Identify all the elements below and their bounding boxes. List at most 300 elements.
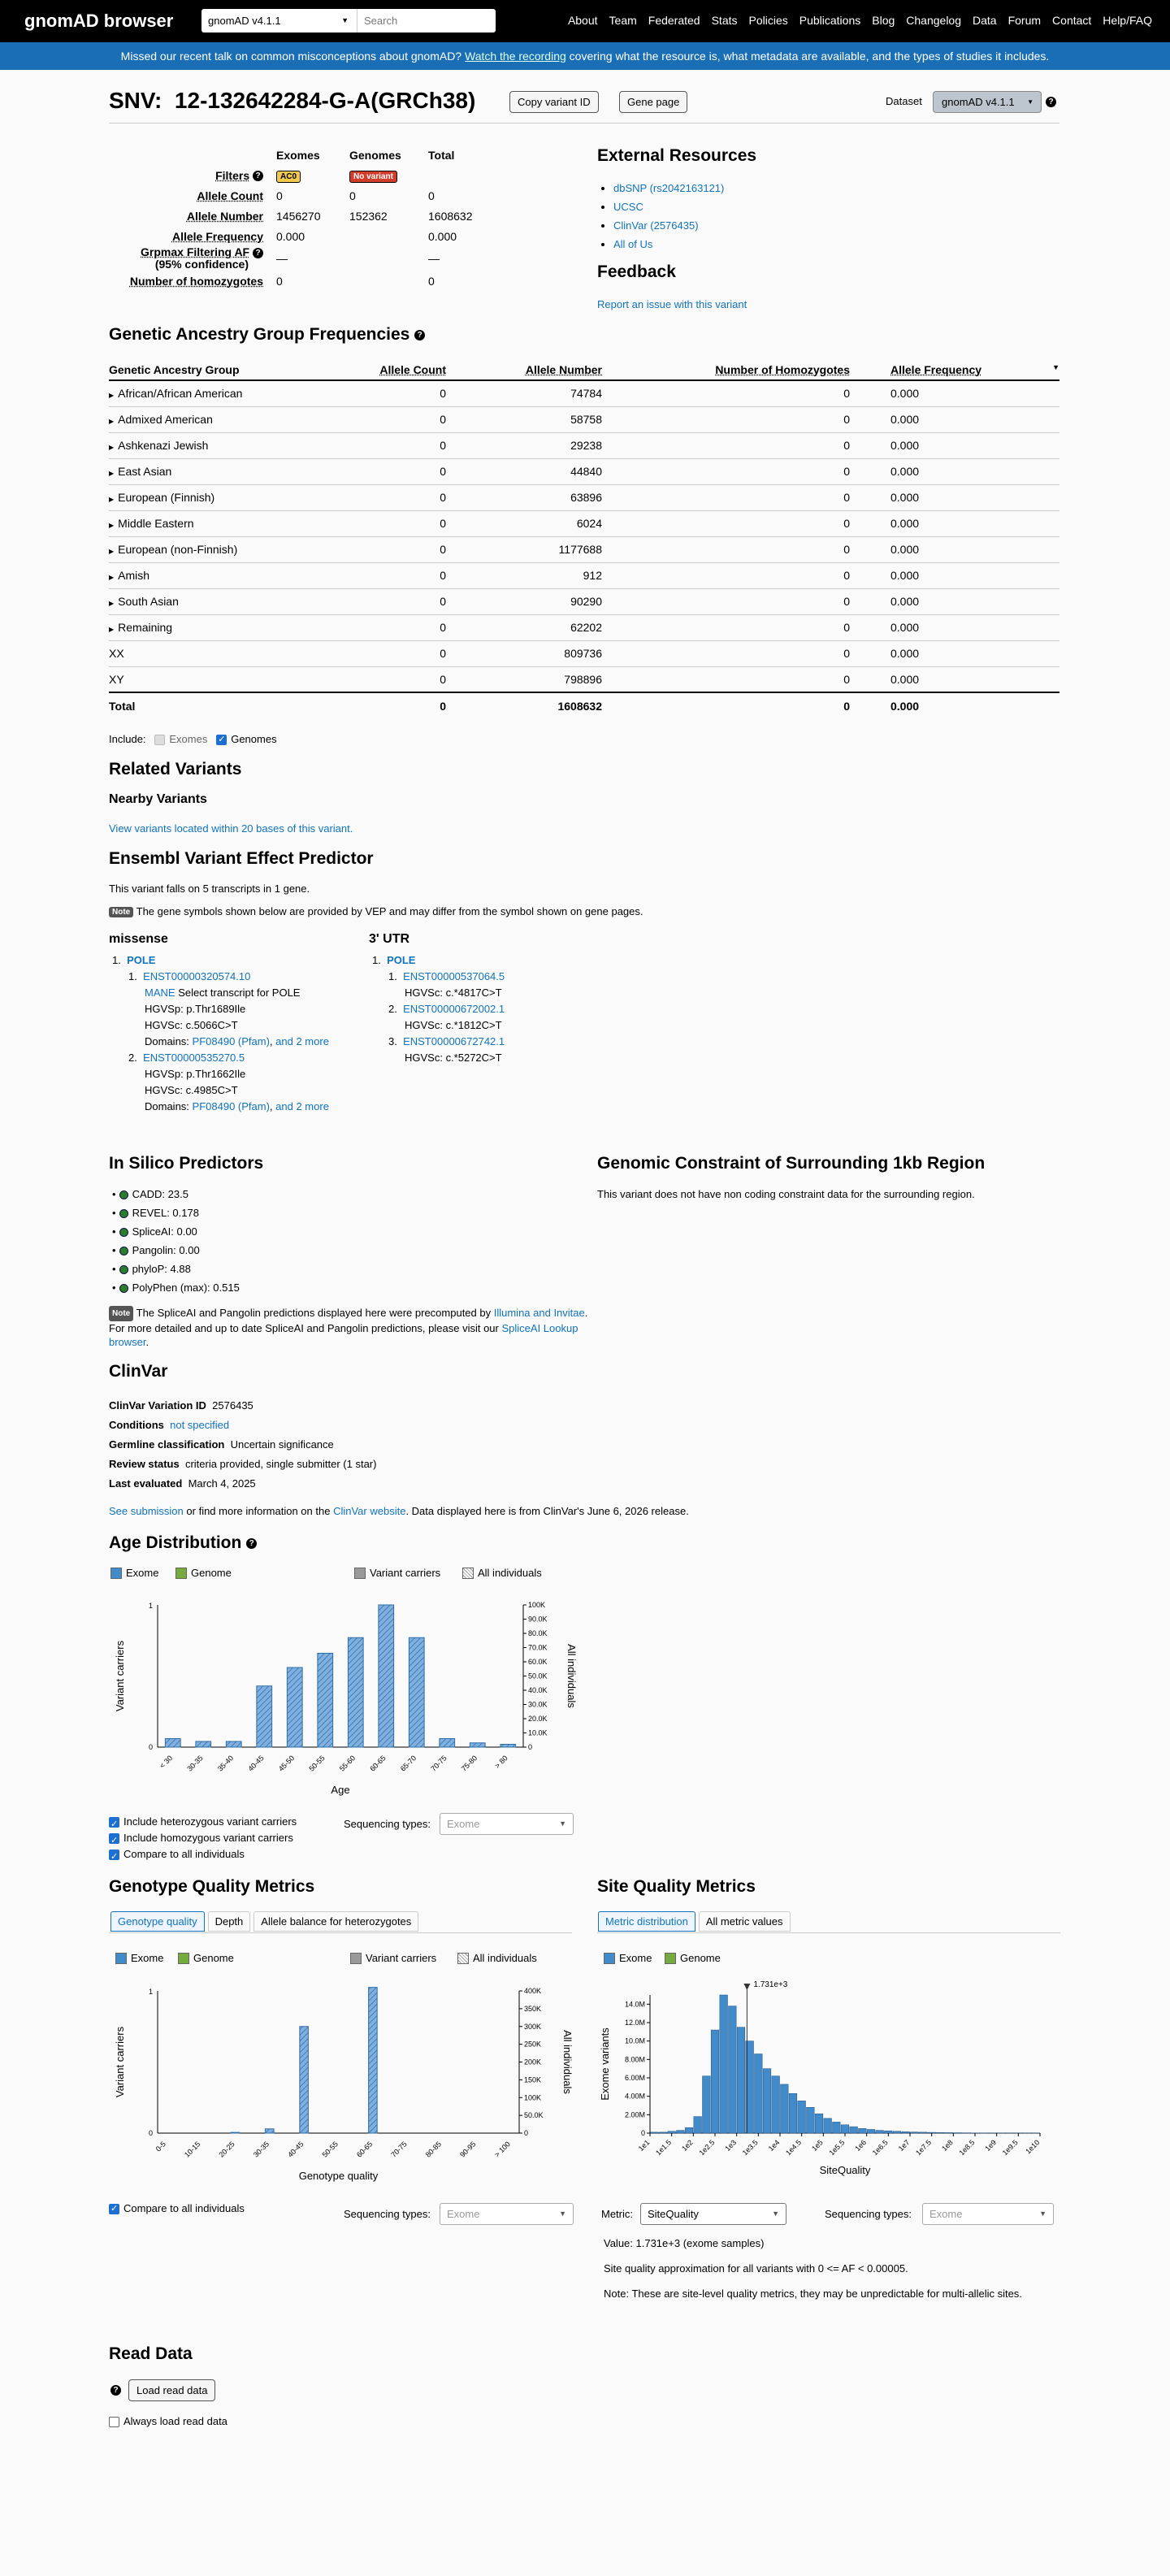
ancestry-row[interactable]: ▶ European (non-Finnish) 0 1177688 0 0.000 bbox=[109, 536, 1060, 562]
insilico-title: In Silico Predictors bbox=[109, 1154, 264, 1173]
gq-title: Genotype Quality Metrics bbox=[109, 1877, 315, 1896]
y-tick: 2.00M bbox=[624, 2110, 645, 2119]
y2-tick: 250K bbox=[524, 2040, 542, 2049]
x-tick: 1e3.5 bbox=[740, 2138, 760, 2158]
x-tick: > 80 bbox=[493, 1754, 509, 1770]
sq-bar bbox=[807, 2107, 815, 2133]
legend-all-individuals: All individuals bbox=[462, 1567, 542, 1579]
nav-help[interactable]: Help/FAQ bbox=[1103, 14, 1152, 27]
y2-tick: 50.0K bbox=[528, 1672, 548, 1680]
x-tick: 30-35 bbox=[251, 2140, 271, 2159]
exomes-checkbox[interactable] bbox=[154, 735, 165, 745]
x-tick: 1e1.5 bbox=[654, 2138, 674, 2158]
x-tick: 20-25 bbox=[217, 2140, 236, 2159]
all-of-us-link[interactable]: All of Us bbox=[613, 238, 653, 250]
nav-about[interactable]: About bbox=[567, 14, 598, 27]
clinvar-title: ClinVar bbox=[109, 1362, 168, 1381]
x-tick: 1e9.5 bbox=[1000, 2138, 1020, 2158]
report-issue-link[interactable]: Report an issue with this variant bbox=[597, 298, 748, 310]
ancestry-row: XY 0 798896 0 0.000 bbox=[109, 666, 1060, 692]
ancestry-row[interactable]: ▶ Middle Eastern 0 6024 0 0.000 bbox=[109, 510, 1060, 536]
x-tick: 1e4.5 bbox=[784, 2138, 804, 2158]
table-row: Number of homozygotes 0 0 bbox=[129, 274, 435, 288]
help-icon[interactable]: ? bbox=[253, 248, 263, 258]
y-tick: 1 bbox=[148, 1988, 153, 1996]
age-bar bbox=[379, 1605, 394, 1747]
legend-exome: Exome bbox=[604, 1952, 652, 1964]
sq-bar bbox=[876, 2131, 884, 2133]
y2-tick: 30.0K bbox=[528, 1700, 548, 1709]
age-bar bbox=[318, 1654, 333, 1748]
x-tick: 40-45 bbox=[286, 2140, 306, 2159]
nav-federated[interactable]: Federated bbox=[648, 14, 700, 27]
x-tick: 1e1 bbox=[636, 2138, 652, 2153]
x-tick: 55-60 bbox=[337, 1754, 358, 1773]
x-tick: 45-50 bbox=[276, 1754, 297, 1773]
gq-bar bbox=[265, 2129, 274, 2133]
ancestry-row[interactable]: ▶ Amish 0 912 0 0.000 bbox=[109, 562, 1060, 588]
x-tick: 50-55 bbox=[320, 2140, 340, 2159]
age-options: ✓Include heterozygous variant carriers ✓Include homozygous variant carriers ✓Compare to all individuals bbox=[109, 1814, 297, 1863]
ancestry-title: Genetic Ancestry Group Frequencies ? bbox=[109, 325, 425, 345]
y2-axis-label: All individuals bbox=[561, 2030, 574, 2094]
phylop-score: phyloP: 4.88 bbox=[132, 1263, 191, 1275]
x-tick: 75-80 bbox=[459, 1754, 479, 1773]
include-row: Include: Exomes ✓ Genomes bbox=[109, 733, 277, 745]
help-icon[interactable]: ? bbox=[110, 2385, 121, 2396]
nav-policies[interactable]: Policies bbox=[748, 14, 788, 27]
exome-filter-badge[interactable]: AC0 bbox=[276, 171, 301, 183]
x-tick: 35-40 bbox=[215, 1754, 236, 1773]
sq-bar bbox=[781, 2084, 789, 2133]
sq-bar bbox=[651, 2132, 659, 2133]
sq-bar bbox=[798, 2101, 806, 2133]
header-divider bbox=[109, 123, 1060, 124]
sq-bar bbox=[720, 1995, 728, 2133]
domain-link[interactable]: PF08490 (Pfam) bbox=[192, 1100, 270, 1112]
site-logo[interactable]: gnomAD browser bbox=[24, 11, 174, 31]
y-tick: 8.00M bbox=[624, 2055, 645, 2064]
ancestry-row[interactable]: ▶ African/African American 0 74784 0 0.000 bbox=[109, 380, 1060, 406]
sq-bar bbox=[867, 2129, 875, 2133]
ucsc-link[interactable]: UCSC bbox=[613, 201, 644, 213]
sq-bar bbox=[850, 2127, 858, 2133]
x-tick: 50-55 bbox=[307, 1754, 327, 1773]
frequency-table bbox=[109, 145, 493, 291]
sq-bar bbox=[729, 2006, 737, 2133]
sq-bar bbox=[755, 2054, 763, 2133]
y2-tick: 0 bbox=[528, 1743, 533, 1751]
feedback-title: Feedback bbox=[597, 262, 676, 281]
insilico-note: Note The SpliceAI and Pangolin predictions displayed here were precomputed by Illumina and Invitae. For more detailed and up to date SpliceAI and Pangolin predictions, please visit our SpliceAI Lookup browser. bbox=[109, 1307, 588, 1349]
sq-bar bbox=[902, 2131, 910, 2133]
ancestry-row[interactable]: ▶ Ashkenazi Jewish 0 29238 0 0.000 bbox=[109, 432, 1060, 458]
gq-bar bbox=[369, 1988, 378, 2133]
age-bar bbox=[226, 1741, 241, 1747]
col-exomes: Exomes bbox=[276, 148, 320, 162]
dataset-label: Dataset bbox=[886, 95, 922, 107]
gq-tabs bbox=[110, 1911, 422, 1932]
x-tick: 1e3 bbox=[723, 2138, 739, 2153]
vep-title: Ensembl Variant Effect Predictor bbox=[109, 849, 374, 868]
y-tick: 0 bbox=[148, 2129, 153, 2137]
y-tick: 10.0M bbox=[624, 2036, 645, 2045]
y2-tick: 40.0K bbox=[528, 1686, 548, 1694]
sq-bar bbox=[859, 2128, 867, 2133]
utr-list: 1. POLE 1. ENST00000537064.5 HGVSc: c.*4817C>T 2. ENST00000672002.1 HGVSc: c.*1812C>T 3. ENST00000672742.1 HGVSc: c.*5272C>T bbox=[372, 954, 505, 1064]
seq-type-label: Sequencing types: bbox=[344, 2208, 431, 2220]
marker-label: 1.731e+3 bbox=[753, 1980, 788, 1989]
y2-tick: 150K bbox=[524, 2075, 542, 2084]
sq-bar bbox=[737, 2027, 745, 2133]
nearby-variants-title: Nearby Variants bbox=[109, 792, 207, 806]
domain-link[interactable]: PF08490 (Pfam) bbox=[192, 1035, 270, 1047]
y-axis-label: Variant carriers bbox=[114, 1640, 126, 1712]
table-row: Allele Frequency 0.000 0.000 bbox=[171, 229, 457, 243]
y2-tick: 100K bbox=[528, 1601, 546, 1609]
col-allele-number[interactable]: Allele Number bbox=[446, 359, 602, 380]
legend-genome: Genome bbox=[665, 1952, 721, 1964]
banner-text-end: covering what the resource is, what metadata are available, and the types of studies it includes. bbox=[569, 50, 1050, 63]
table-row: Allele Count 0 0 0 bbox=[197, 189, 435, 202]
gene-page-button[interactable]: Gene page bbox=[619, 91, 687, 113]
sequencing-type-select[interactable]: Exome ▼ bbox=[922, 2203, 1054, 2225]
load-read-data-button[interactable]: Load read data bbox=[128, 2379, 215, 2401]
sq-bar bbox=[885, 2131, 893, 2133]
age-bar bbox=[500, 1745, 516, 1748]
x-axis-label: Age bbox=[331, 1784, 350, 1796]
tab-genotype-quality[interactable]: Genotype quality bbox=[110, 1911, 205, 1932]
filters-label: Filters bbox=[215, 168, 250, 182]
age-bar bbox=[165, 1739, 180, 1748]
col-group[interactable]: Genetic Ancestry Group bbox=[109, 359, 328, 380]
y2-tick: 50.0K bbox=[524, 2111, 544, 2120]
col-allele-frequency[interactable]: Allele Frequency ▼ bbox=[850, 359, 1060, 380]
sq-bar bbox=[893, 2131, 901, 2133]
age-bar bbox=[287, 1667, 302, 1747]
top-nav-bar bbox=[0, 0, 1170, 42]
metric-select[interactable]: SiteQuality ▼ bbox=[640, 2203, 786, 2225]
y2-tick: 350K bbox=[524, 2004, 542, 2013]
x-tick: 1e6 bbox=[853, 2138, 869, 2153]
tab-depth[interactable]: Depth bbox=[208, 1911, 251, 1932]
age-bar bbox=[348, 1637, 363, 1747]
transcript-link[interactable]: ENST00000535270.5 bbox=[143, 1052, 245, 1064]
age-bar bbox=[409, 1637, 424, 1747]
x-tick: 70-75 bbox=[429, 1754, 448, 1773]
banner-text: Missed our recent talk on common misconceptions about gnomAD? bbox=[120, 50, 462, 63]
col-total: Total bbox=[428, 148, 455, 162]
marker-arrow-icon bbox=[743, 1984, 750, 1990]
col-genomes: Genomes bbox=[349, 148, 401, 162]
y-tick: 12.0M bbox=[624, 2019, 645, 2027]
nav-publications[interactable]: Publications bbox=[799, 14, 861, 27]
age-bar bbox=[470, 1743, 485, 1747]
revel-score: REVEL: 0.178 bbox=[132, 1207, 199, 1219]
x-tick: 30-35 bbox=[185, 1754, 205, 1773]
banner-link[interactable]: Watch the recording bbox=[465, 50, 566, 63]
variant-id: 12-132642284-G-A(GRCh38) bbox=[174, 88, 476, 113]
main-nav bbox=[557, 14, 1152, 27]
page-title: SNV: 12-132642284-G-A(GRCh38) bbox=[109, 88, 476, 113]
nav-contact[interactable]: Contact bbox=[1052, 14, 1092, 27]
x-tick: 60-65 bbox=[354, 2140, 375, 2159]
sq-bar bbox=[815, 2114, 823, 2133]
legend-variant-carriers: Variant carriers bbox=[350, 1952, 436, 1964]
gene-link[interactable]: POLE bbox=[387, 954, 416, 966]
transcript-link[interactable]: ENST00000537064.5 bbox=[403, 970, 505, 982]
illumina-link[interactable]: Illumina and Invitae bbox=[493, 1307, 585, 1319]
dataset-dropdown[interactable]: gnomAD v4.1.1 ▼ bbox=[933, 91, 1042, 113]
ancestry-row[interactable]: ▶ East Asian 0 44840 0 0.000 bbox=[109, 458, 1060, 484]
always-load-checkbox[interactable] bbox=[109, 2417, 119, 2427]
y2-tick: 60.0K bbox=[528, 1658, 548, 1666]
vep-intro: This variant falls on 5 transcripts in 1 gene. bbox=[109, 883, 310, 895]
sq-bar bbox=[911, 2132, 919, 2133]
age-bar bbox=[196, 1741, 211, 1747]
dataset-selector[interactable] bbox=[202, 9, 358, 33]
pangolin-score: Pangolin: 0.00 bbox=[132, 1244, 200, 1256]
metric-value: Value: 1.731e+3 (exome samples) bbox=[604, 2237, 765, 2249]
help-icon[interactable]: ? bbox=[246, 1538, 257, 1549]
help-icon[interactable]: ? bbox=[253, 171, 263, 181]
ancestry-table bbox=[109, 359, 1060, 718]
age-distribution-chart bbox=[109, 1593, 588, 1800]
gene-link[interactable]: POLE bbox=[127, 954, 156, 966]
spliceai-score: SpliceAI: 0.00 bbox=[132, 1225, 197, 1238]
y2-tick: 400K bbox=[524, 1987, 542, 1995]
y-tick: 6.00M bbox=[624, 2074, 645, 2082]
missense-title: missense bbox=[109, 932, 168, 946]
chevron-down-icon: ▼ bbox=[341, 16, 349, 24]
transcript-link[interactable]: ENST00000672742.1 bbox=[403, 1035, 505, 1047]
table-row: Allele Number 1456270 152362 1608632 bbox=[186, 209, 473, 223]
see-submission-link[interactable]: See submission bbox=[109, 1505, 184, 1517]
y2-tick: 80.0K bbox=[528, 1629, 548, 1637]
help-icon[interactable]: ? bbox=[414, 330, 425, 340]
x-tick: 40-45 bbox=[246, 1754, 266, 1773]
tab-all-metric-values[interactable]: All metric values bbox=[699, 1911, 791, 1932]
y2-tick: 10.0K bbox=[528, 1728, 548, 1737]
x-tick: 1e10 bbox=[1024, 2138, 1042, 2156]
sq-tabs bbox=[598, 1911, 794, 1932]
spliceai-lookup-link[interactable]: SpliceAI Lookup browser bbox=[109, 1322, 578, 1349]
x-tick: 1e2 bbox=[680, 2138, 695, 2153]
sq-bar bbox=[824, 2118, 832, 2133]
table-row: Grpmax Filtering AF ? (95% confidence) — — bbox=[141, 245, 440, 271]
genome-filter-badge[interactable]: No variant bbox=[349, 171, 397, 183]
utr-title: 3' UTR bbox=[369, 932, 410, 946]
condition-link[interactable]: not specified bbox=[170, 1419, 230, 1431]
cadd-score: CADD: 23.5 bbox=[132, 1188, 188, 1200]
x-tick: 1e7.5 bbox=[914, 2138, 934, 2158]
clinvar-link[interactable]: ClinVar (2576435) bbox=[613, 219, 699, 232]
nav-data[interactable]: Data bbox=[973, 14, 997, 27]
legend-variant-carriers: Variant carriers bbox=[354, 1567, 440, 1579]
y2-tick: 90.0K bbox=[528, 1615, 548, 1624]
tab-metric-distribution[interactable]: Metric distribution bbox=[598, 1911, 696, 1932]
x-tick: 10-15 bbox=[183, 2140, 202, 2159]
legend-genome: Genome bbox=[176, 1567, 232, 1579]
x-tick: 1e8 bbox=[940, 2138, 955, 2153]
x-tick: 1e5.5 bbox=[827, 2138, 847, 2158]
gq-bar bbox=[300, 2027, 309, 2133]
sequencing-type-select[interactable]: Exome ▼ bbox=[440, 2203, 574, 2225]
sq-bar bbox=[945, 2132, 953, 2133]
tab-divider bbox=[597, 1932, 1060, 1933]
compare-all-checkbox[interactable] bbox=[109, 1850, 119, 1860]
tab-allele-balance[interactable]: Allele balance for heterozygotes bbox=[254, 1911, 418, 1932]
sq-bar bbox=[677, 2131, 685, 2133]
age-bar bbox=[257, 1686, 272, 1747]
sq-bar bbox=[685, 2127, 693, 2133]
genomes-checkbox[interactable] bbox=[216, 735, 227, 745]
legend-exome: Exome bbox=[115, 1952, 163, 1964]
y-tick: 0 bbox=[148, 1743, 153, 1751]
x-axis-label: Genotype quality bbox=[298, 2170, 379, 2182]
col-homozygotes[interactable]: Number of Homozygotes bbox=[602, 359, 850, 380]
help-icon[interactable]: ? bbox=[1046, 97, 1056, 107]
y-axis-label: Variant carriers bbox=[114, 2026, 126, 2098]
insilico-list: • CADD: 23.5 • REVEL: 0.178 • SpliceAI: 0.00 • Pangolin: 0.00 • phyloP: 4.88 • PolyPhen (max): 0.515 bbox=[112, 1188, 240, 1294]
site-quality-chart bbox=[597, 1971, 1060, 2190]
nav-blog[interactable]: Blog bbox=[872, 14, 895, 27]
ancestry-row[interactable]: ▶ South Asian 0 90290 0 0.000 bbox=[109, 588, 1060, 614]
col-allele-count[interactable]: Allele Count bbox=[328, 359, 446, 380]
sq-title: Site Quality Metrics bbox=[597, 1877, 756, 1896]
x-axis-label: SiteQuality bbox=[819, 2164, 871, 2176]
related-variants-title: Related Variants bbox=[109, 760, 242, 778]
dataset-selector-label: gnomAD v4.1.1 bbox=[208, 15, 281, 27]
x-tick: 65-70 bbox=[398, 1754, 418, 1773]
nav-changelog[interactable]: Changelog bbox=[906, 14, 962, 27]
x-tick: 1e7 bbox=[896, 2138, 912, 2153]
nav-forum[interactable]: Forum bbox=[1008, 14, 1042, 27]
copy-variant-id-button[interactable]: Copy variant ID bbox=[509, 91, 599, 113]
sq-bar bbox=[659, 2132, 667, 2133]
x-tick: > 100 bbox=[492, 2140, 512, 2159]
y-tick: 4.00M bbox=[624, 2092, 645, 2101]
sq-bar bbox=[694, 2117, 702, 2133]
hom-carriers-checkbox[interactable] bbox=[109, 1833, 119, 1844]
x-tick: 0-5 bbox=[154, 2140, 168, 2153]
compare-all-checkbox[interactable] bbox=[109, 2204, 119, 2214]
x-tick: 1e4 bbox=[766, 2138, 782, 2153]
ancestry-row[interactable]: ▶ European (Finnish) 0 63896 0 0.000 bbox=[109, 484, 1060, 510]
y2-tick: 300K bbox=[524, 2022, 542, 2031]
age-bar bbox=[440, 1739, 455, 1748]
age-title: Age Distribution ? bbox=[109, 1533, 257, 1553]
mane-link[interactable]: MANE bbox=[145, 987, 176, 999]
seq-type-label: Sequencing types: bbox=[825, 2208, 912, 2220]
external-links-list bbox=[599, 179, 724, 254]
seq-type-label: Sequencing types: bbox=[344, 1818, 431, 1830]
vep-note: Note The gene symbols shown below are provided by VEP and may differ from the symbol shown on gene pages. bbox=[109, 905, 644, 917]
polyphen-score: PolyPhen (max): 0.515 bbox=[132, 1281, 240, 1294]
legend-genome: Genome bbox=[178, 1952, 234, 1964]
y2-tick: 70.0K bbox=[528, 1643, 548, 1652]
sq-bar bbox=[763, 2069, 771, 2133]
y-tick: 1 bbox=[148, 1602, 153, 1610]
constraint-text: This variant does not have non coding constraint data for the surrounding region. bbox=[597, 1188, 975, 1200]
y-tick: 0 bbox=[640, 2129, 645, 2137]
y2-tick: 20.0K bbox=[528, 1715, 548, 1723]
always-load-row: Always load read data bbox=[109, 2415, 228, 2427]
y2-tick: 0 bbox=[524, 2129, 529, 2137]
ancestry-total-row: Total 0 1608632 0 0.000 bbox=[109, 692, 1060, 718]
clinvar-details: ClinVar Variation ID 2576435 Conditions not specified Germline classification Uncertain significance Review status criteria provided, single submitter (1 star) Last evaluated March 4, 2025 bbox=[109, 1399, 377, 1490]
constraint-title: Genomic Constraint of Surrounding 1kb Region bbox=[597, 1154, 986, 1173]
gq-bar bbox=[231, 2132, 240, 2133]
legend-exome: Exome bbox=[110, 1567, 158, 1579]
sequencing-type-select[interactable]: Exome ▼ bbox=[440, 1813, 574, 1835]
x-tick: 1e5 bbox=[810, 2138, 825, 2153]
x-tick: 1e2.5 bbox=[697, 2138, 717, 2158]
more-domains-link[interactable]: and 2 more bbox=[275, 1035, 329, 1047]
dbsnp-link[interactable]: dbSNP (rs2042163121) bbox=[613, 182, 725, 194]
y2-axis-label: All individuals bbox=[566, 1644, 578, 1708]
nearby-variants-link[interactable]: View variants located within 20 bases of this variant. bbox=[109, 822, 353, 835]
search-input[interactable]: Search bbox=[358, 9, 496, 33]
x-tick: 90-95 bbox=[458, 2140, 478, 2159]
x-tick: 60-65 bbox=[368, 1754, 388, 1773]
external-resources-title: External Resources bbox=[597, 146, 757, 165]
nav-team[interactable]: Team bbox=[609, 14, 637, 27]
y2-tick: 200K bbox=[524, 2058, 542, 2066]
sq-bar bbox=[841, 2125, 849, 2133]
sq-bar bbox=[928, 2132, 936, 2133]
y-axis-label: Exome variants bbox=[599, 2027, 611, 2101]
nav-stats[interactable]: Stats bbox=[711, 14, 738, 27]
read-data-title: Read Data bbox=[109, 2344, 193, 2363]
transcript-link[interactable]: ENST00000320574.10 bbox=[143, 970, 251, 982]
x-tick: < 30 bbox=[158, 1754, 175, 1770]
genotype-quality-chart bbox=[109, 1979, 588, 2190]
sq-bar bbox=[711, 2030, 719, 2133]
x-tick: 1e6.5 bbox=[870, 2138, 890, 2158]
ancestry-row[interactable]: ▶ Remaining 0 62202 0 0.000 bbox=[109, 614, 1060, 640]
transcript-link[interactable]: ENST00000672002.1 bbox=[403, 1003, 505, 1015]
sq-bar bbox=[703, 2076, 711, 2133]
sq-bar bbox=[919, 2132, 927, 2133]
sq-bar bbox=[833, 2122, 841, 2133]
sq-bar bbox=[937, 2132, 945, 2133]
clinvar-footer: See submission or find more information on the ClinVar website. Data displayed here is from ClinVar's June 6, 2026 release. bbox=[109, 1505, 689, 1517]
more-domains-link[interactable]: and 2 more bbox=[275, 1100, 329, 1112]
missense-list: 1. POLE 1. ENST00000320574.10 MANE Select transcript for POLE HGVSp: p.Thr1689Ile HGVSc: c.5066C>T Domains: PF08490 (Pfam), and 2 more 2. ENST00000535270.5 HGVSp: p.Thr1662Ile HGVSc: c.4985C>T Domains: PF08490 (Pfam), and 2 more bbox=[112, 954, 329, 1112]
metric-approx: Site quality approximation for all variants with 0 <= AF < 0.00005. bbox=[604, 2262, 908, 2275]
announcement-banner bbox=[0, 42, 1170, 70]
ancestry-row: XX 0 809736 0 0.000 bbox=[109, 640, 1060, 666]
sq-bar bbox=[772, 2076, 780, 2133]
metric-label: Metric: bbox=[601, 2208, 633, 2220]
legend-all-individuals: All individuals bbox=[457, 1952, 537, 1964]
x-tick: 80-85 bbox=[423, 2140, 444, 2159]
x-tick: 1e9 bbox=[983, 2138, 999, 2153]
sq-bar bbox=[668, 2131, 676, 2133]
het-carriers-checkbox[interactable] bbox=[109, 1817, 119, 1828]
x-tick: 70-75 bbox=[389, 2140, 409, 2159]
x-tick: 1e8.5 bbox=[957, 2138, 977, 2158]
sq-bar bbox=[789, 2093, 797, 2133]
y-tick: 14.0M bbox=[624, 2000, 645, 2009]
tab-divider bbox=[109, 1932, 572, 1933]
ancestry-row[interactable]: ▶ Admixed American 0 58758 0 0.000 bbox=[109, 406, 1060, 432]
metric-note: Note: These are site-level quality metrics, they may be unpredictable for multi-allelic sites. bbox=[604, 2288, 1022, 2300]
clinvar-website-link[interactable]: ClinVar website bbox=[333, 1505, 406, 1517]
gq-compare: ✓Compare to all individuals bbox=[109, 2202, 245, 2214]
y2-tick: 100K bbox=[524, 2093, 542, 2102]
